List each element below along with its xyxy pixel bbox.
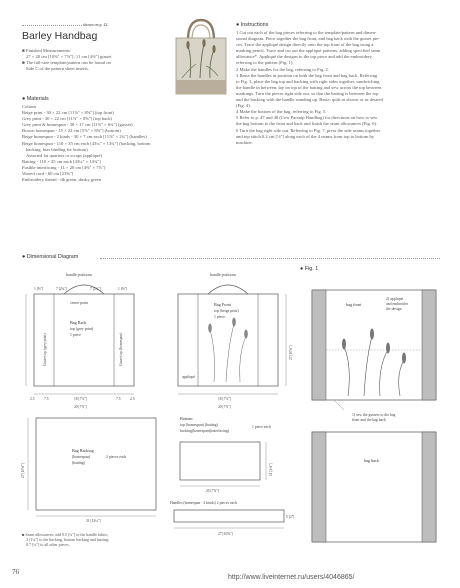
shown-on-text: shown on p. 42 xyxy=(83,22,108,27)
gusset-right-label: Gusset top (homespun) xyxy=(119,332,123,366)
fig1-note-applique: 2) appliqué xyxy=(386,297,404,301)
bag-front-panel xyxy=(312,290,436,400)
page-title: Barley Handbag xyxy=(22,30,98,42)
fig1-note-gussets: front and the bag back xyxy=(352,418,386,422)
instruction-line: 1 Cut out each of the bag pieces referring to the template/pattern and dimen- xyxy=(236,30,377,35)
dim-bottom-1: 2.5 xyxy=(30,397,35,401)
watermark-url: http://www.liveinternet.ru/users/4046865/ xyxy=(228,574,355,581)
handles-dim-height: 5 [2"] xyxy=(286,515,295,519)
material-line: Grey print - 30 × 22 cm [11⅞" × 8⅝"] (top back) xyxy=(22,116,113,122)
handles-dim-width: 27 [10⅝"] xyxy=(218,532,233,536)
fig1-note-applique: and embroider xyxy=(386,302,409,306)
material-line: Brown homespun - 15 × 22 cm [5⅞" × 8⅝"] (bottom) xyxy=(22,128,121,134)
measurements-block xyxy=(22,48,172,72)
measurement-line: ■ Finished Measurements: xyxy=(22,48,71,53)
instruction-line: 4 Make the bottom of the bag, referring to Fig. 5. xyxy=(236,109,327,115)
materials-list xyxy=(22,104,182,183)
dimensional-title: ● Dimensional Diagram xyxy=(22,254,79,260)
instruction-line: markings. Turn the pieces right side out, so that the batting is between the top xyxy=(236,90,379,96)
bag-photo xyxy=(170,18,232,96)
instruction-line: allowance*. Appliqué the designs to the top piece and add the embroidery, xyxy=(236,54,373,60)
bag-front-title: Bag Front xyxy=(214,302,231,307)
bag-backing-diagram xyxy=(18,412,168,524)
material-line: Assorted fat quarters or scraps (appliqué) xyxy=(26,152,102,158)
material-line: Waxed cord - 60 cm [23⅝"] xyxy=(22,171,74,177)
dim-height: 27 [10⅝"] xyxy=(289,345,293,360)
seam-notes xyxy=(22,532,162,547)
fig1-note-gussets: 1) sew the gussets to the bag xyxy=(352,413,396,417)
instruction-line: and the backing with the handle standing up. Baste; quilt as shown or as desired xyxy=(236,97,383,103)
shown-on-line xyxy=(22,22,132,27)
handle-arc xyxy=(208,285,248,294)
dimensional-title-text: Dimensional Diagram xyxy=(26,254,79,260)
dim-bottom-5: 2.5 xyxy=(130,397,135,401)
dim-top-1: 1 [⅜"] xyxy=(34,287,44,291)
gusset-right-back xyxy=(422,432,436,542)
bag-front-sub: top (beige print) xyxy=(214,309,239,313)
bottom-diagram xyxy=(168,412,298,494)
gusset-left xyxy=(312,290,326,400)
dimensional-rule xyxy=(100,258,440,259)
bag-back-count: 1 piece xyxy=(70,333,81,337)
bottom-top-layers: top (homespun) (batting) xyxy=(180,423,218,427)
bag-back-title: Bag Back xyxy=(70,320,87,325)
material-line: Grey print & homespun - 30 × 17 cm [11⅞" × 6¾"] (gusset) xyxy=(22,122,133,128)
instruction-line: (Fig. 4). xyxy=(236,103,251,109)
barley-head xyxy=(402,353,406,364)
bottom-backing-layers: backing(homespun)(interfacing) xyxy=(180,429,230,433)
handle-positions-label: handle positions xyxy=(210,272,237,277)
applique-stems xyxy=(210,324,246,382)
fig1-note-applique: the design xyxy=(386,307,402,311)
barley-head xyxy=(244,330,248,339)
backing-dim-width: 31 [12¼"] xyxy=(86,519,101,523)
instruction-line: referring to the pattern (Fig. 1). xyxy=(236,60,294,66)
measurement-line: 27 × 20 cm [10⅝" × 7⅞"]; 11 cm [4⅜"] gusset xyxy=(26,54,112,60)
instruction-line: marking pencil. Trace and cut out the appliqué patterns, adding specified seam xyxy=(236,48,381,54)
handles-label: Handles (homespun - 2 kinds) 2 pieces each xyxy=(170,501,237,505)
instruction-line: machine. xyxy=(236,139,253,145)
backing-dim-height: 27 [10⅝"] xyxy=(21,463,25,478)
material-line: Fusible interfacing - 11 × 20 cm [4⅜" × 7⅞"] xyxy=(22,164,106,170)
dim-bottom-3: 18 [7⅛"] xyxy=(74,397,87,401)
fig1-diagram xyxy=(304,276,450,558)
dim-bottom-center: 18 [7⅛"] xyxy=(218,397,231,401)
bag-front-diagram xyxy=(158,270,298,410)
bag-back-panel xyxy=(312,432,436,542)
bag-front-outline xyxy=(178,294,278,386)
handles-diagram xyxy=(168,498,298,538)
bag-backing-outline xyxy=(36,418,156,510)
measurement-line: Side C of the pattern sheet inserts. xyxy=(26,66,89,72)
materials-title-text: Materials xyxy=(26,96,49,102)
applique-label: appliqué xyxy=(182,375,196,379)
seam-note-line: 0.7 [¼"] to all other pieces. xyxy=(26,542,70,547)
dim-width: 20 [7⅞"] xyxy=(74,405,87,409)
bag-backing-batting: (batting) xyxy=(72,461,86,465)
instruction-line: ces. Trace the appliqué design directly onto the top front of the bag using a xyxy=(236,42,374,48)
dim-top-2: 7 [2¾"] xyxy=(56,287,68,291)
note-leader xyxy=(334,400,344,410)
seam-note-line: 3 [1¼"] to the backing, bottom backing and batting; xyxy=(26,537,109,542)
gusset-right xyxy=(422,290,436,400)
dim-top-3: 7 [2¾"] xyxy=(90,287,102,291)
dim-bottom-2: 7.5 xyxy=(44,397,49,401)
barley-head xyxy=(208,324,212,333)
bag-backing-title: Bag Backing xyxy=(72,448,94,453)
material-line: Batting - 110 × 35 cm each [43¼" × 13¾"] xyxy=(22,158,101,164)
barley-head xyxy=(370,329,374,340)
seam-note-line: ■ Seam allowances: add 0.5 [¼"] to the handle fabric; xyxy=(22,532,109,537)
instructions-body xyxy=(236,30,446,146)
instruction-line: 2 Make the handles for the bag, referring to Fig. 2. xyxy=(236,66,329,72)
gusset-left-label: Gusset top (grey print) xyxy=(43,333,47,366)
material-line: Embroidery thread - dk green, dusky green xyxy=(22,177,101,183)
dim-top-4: 1 [⅜"] xyxy=(118,287,128,291)
barley-head xyxy=(342,339,346,350)
barley-head xyxy=(386,343,390,354)
instructions-title: ● Instructions xyxy=(236,22,269,28)
barley-head xyxy=(232,318,236,327)
bag-back-label: bag back xyxy=(364,458,379,463)
dim-bottom-4: 7.5 xyxy=(116,397,121,401)
fig1-title-text: Fig. 1 xyxy=(304,266,319,272)
page-number: 76 xyxy=(12,568,19,576)
applique-stems xyxy=(344,336,404,396)
bag-back-diagram xyxy=(18,270,158,410)
bag-illustration xyxy=(170,18,232,96)
bag-backing-count: 2 pieces each xyxy=(106,455,127,459)
instruction-line: 3 Baste the handles in position on both the bag front and bag back. Referring xyxy=(236,72,378,78)
bag-backing-fabric: (homespun) xyxy=(72,455,91,459)
instruction-line: to Fig. 3, place the bag top and backing with right sides together, sandwiching xyxy=(236,78,380,84)
fig1-title: ● Fig. 1 xyxy=(300,266,319,272)
material-line: backing, bias binding for bottom) xyxy=(26,146,88,152)
measurement-line: ■ The full-size template/pattern can be found on xyxy=(22,60,111,66)
instruction-line: the handle in between, lay on top of the batting and sew across the top between xyxy=(236,84,382,90)
bottom-outline xyxy=(180,442,260,480)
instruction-line: and top stitch 0.2 cm [⅛"] along each of the 4 seams from top to bottom by xyxy=(236,133,375,139)
bottom-dim-width: 20 [7⅞"] xyxy=(206,489,219,493)
instruction-line: sional diagram. Piece together the bag front, and bag back with the gusset pie- xyxy=(236,36,380,42)
bottom-title: Bottom xyxy=(180,416,193,421)
material-line: Beige homespun - 110 × 35 cm each [43¼" × 13¾"] (backing, bottom xyxy=(22,140,151,146)
dim-width: 20 [7⅞"] xyxy=(218,405,231,409)
bottom-dim-height: 11 [4⅜"] xyxy=(269,463,273,476)
instruction-line: 6 Turn the bag right side out. Referring to Fig. 7, press the side seams together xyxy=(236,127,381,133)
material-line: Beige homespun - 2 kinds - 30 × 7 cm each [11⅞" × 2¾"] (handles) xyxy=(22,134,147,140)
material-line: Cottons xyxy=(22,104,37,109)
materials-title: ● Materials xyxy=(22,96,49,102)
instruction-line: the bag bottom to the front and back and finish the seam allowances (Fig. 6). xyxy=(236,121,378,127)
bottom-count: 1 piece each xyxy=(252,425,271,429)
gusset-left-back xyxy=(312,432,326,542)
bag-back-sub: top (grey print) xyxy=(70,327,94,331)
bag-front-label: bag front xyxy=(346,302,362,307)
material-line: Beige print - 30 × 22 cm [11⅞" × 8⅝"] (top front) xyxy=(22,110,114,116)
handle-positions-label: handle positions xyxy=(66,272,93,277)
instructions-title-text: Instructions xyxy=(240,22,269,28)
instruction-line: 5 Refer to p. 47 and 48 (Cow Parsnip Handbag) for directions on how to sew xyxy=(236,115,378,121)
center-point-label: center point xyxy=(70,301,89,305)
bag-front-count: 1 piece xyxy=(214,315,225,319)
handle-strip-outline xyxy=(174,510,284,522)
